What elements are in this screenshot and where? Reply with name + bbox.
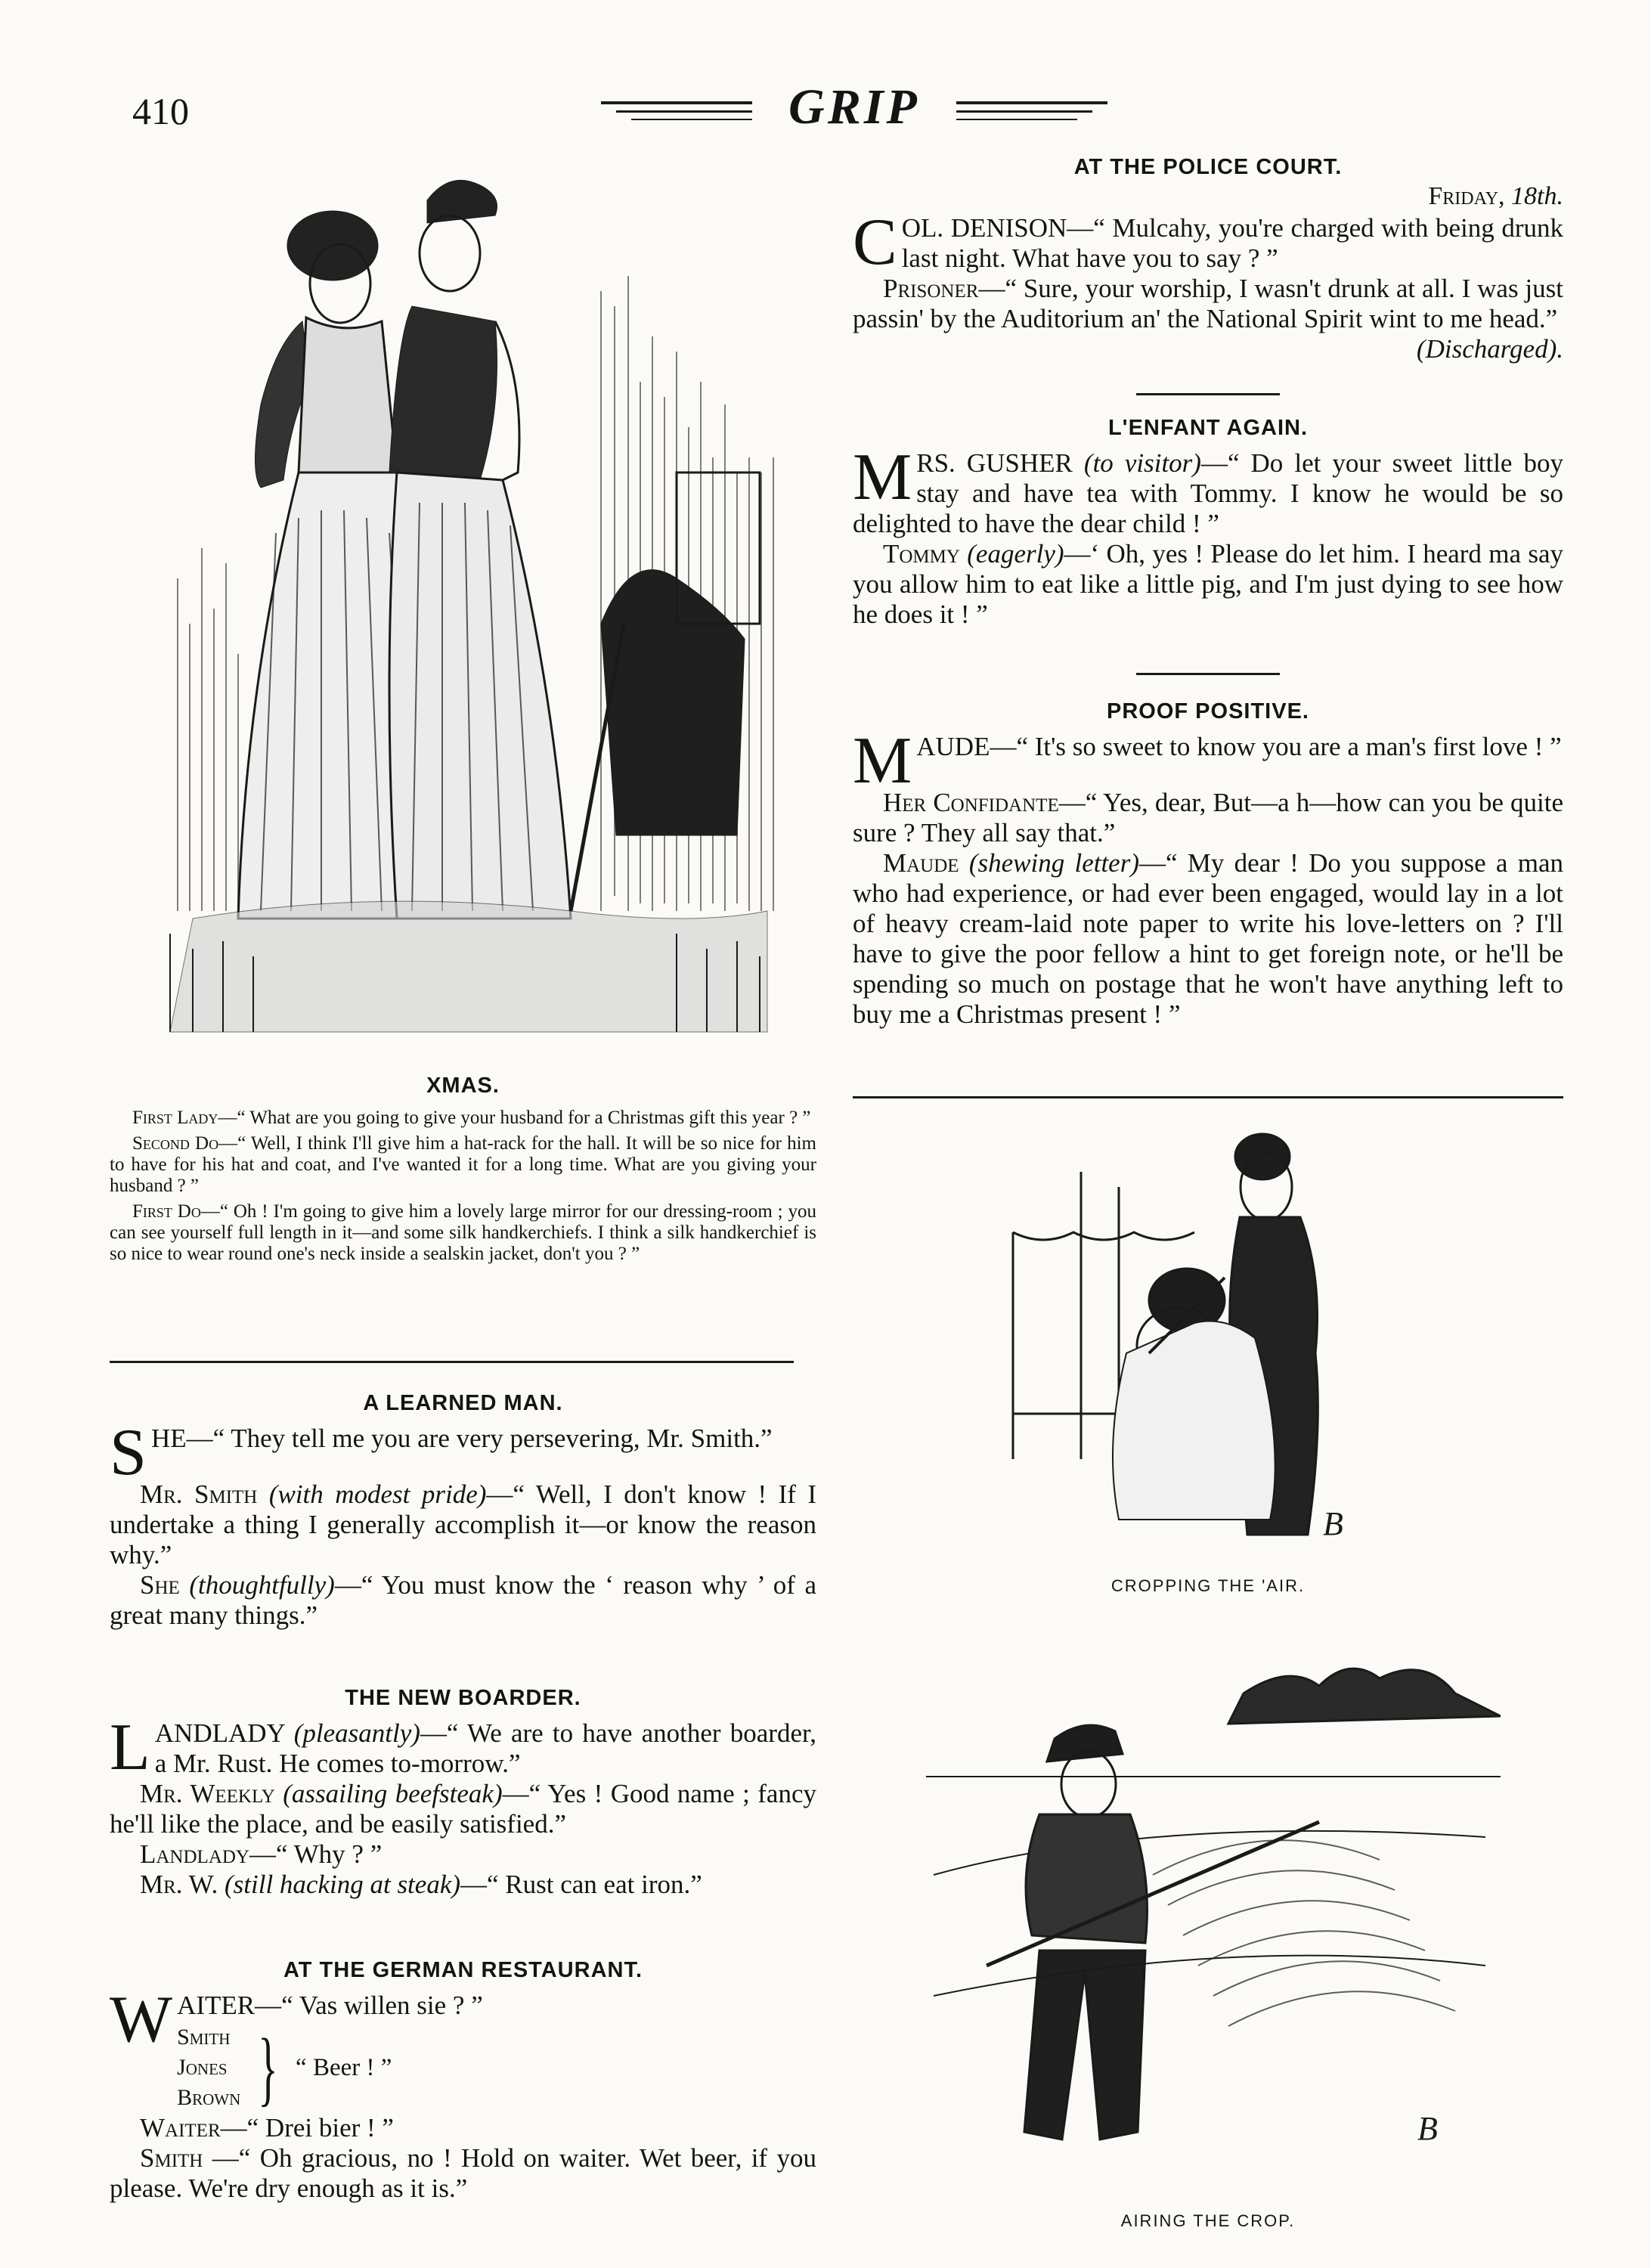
svg-text:B: B (1417, 2110, 1438, 2147)
names-list (177, 2022, 240, 2113)
line-text: —“ Rust can eat iron.” (460, 1870, 702, 1899)
police-p2 (853, 274, 1563, 364)
caption-airing: AIRING THE CROP. (1120, 2211, 1296, 2230)
police-heading: AT THE POLICE COURT. (1073, 155, 1343, 179)
stage-direction: (to visitor) (1083, 448, 1201, 478)
dateline-day: Friday, (1428, 182, 1505, 210)
line-text: —“ Yes, dear, But—a h—how can you be quite sure ? They all say that.” (853, 788, 1564, 847)
line-text: AUDE—“ It's so sweet to know you are a man's first love ! ” (916, 732, 1562, 761)
stage-direction: (pleasantly) (293, 1718, 420, 1748)
dropcap: L (110, 1711, 150, 1784)
dropcap: M (853, 724, 912, 798)
speaker: ANDLADY (154, 1718, 285, 1748)
line-text: —“ Oh gracious, no ! Hold on waiter. Wet beer, if you please. We're dry enough as it is.” (110, 2143, 816, 2203)
lenfant-heading: L'ENFANT AGAIN. (1107, 416, 1309, 440)
stage-direction: (shewing letter) (968, 848, 1139, 878)
masthead-title: GRIP (788, 79, 920, 135)
masthead (601, 79, 1160, 138)
speaker: Mr. Smith (140, 1479, 258, 1509)
xmas-illustration (147, 155, 790, 1040)
stage-direction: (with modest pride) (268, 1479, 487, 1509)
boarder-p2 (110, 1779, 816, 1839)
speaker: RS. GUSHER (916, 448, 1073, 478)
divider (1136, 393, 1280, 395)
learned-p1 (110, 1416, 816, 1489)
boarder-p3 (110, 1839, 816, 1870)
speaker: First Do (132, 1201, 201, 1222)
airing-illustration (926, 1648, 1501, 2177)
divider (1136, 673, 1280, 675)
xmas-line-3 (110, 1201, 816, 1265)
boarder-p1 (110, 1711, 816, 1784)
xmas-dialogue (110, 1108, 816, 1265)
line-text: —“ My dear ! Do you suppose a man who had experience, or had ever been engaged, would lay in a lot of heavy cream-laid note paper to write his love-letters on ? I'll have to give the poor fellow a hint to get foreign note, or he'll be spending so much on postage that he won't have anything left to buy me a Christmas present ! ” (853, 848, 1563, 1029)
line-text: —“ Oh ! I'm going to give him a lovely large mirror for our dressing-room ; you can see yourself full length in it—and some silk handkerchiefs. I think a silk handkerchief is so nice to wear round one's neck inside a sealskin jacket, don't you ? ” (110, 1201, 816, 1264)
xmas-line-2 (110, 1133, 816, 1197)
german-heading: AT THE GERMAN RESTAURANT. (283, 1958, 643, 1982)
stage-direction: (still hacking at steak) (225, 1870, 461, 1899)
police-court-section (853, 155, 1563, 364)
line-text: AITER—“ Vas willen sie ? ” (177, 1991, 483, 2020)
stage-direction: (thoughtfully) (189, 1570, 335, 1600)
speaker: Mr. W. (140, 1870, 218, 1899)
lenfant-p1 (853, 441, 1564, 539)
line-text: HE—“ They tell me you are very persevering, Mr. Smith.” (150, 1424, 773, 1453)
line-text: —“ Do let your sweet little boy stay and have tea with Tommy. I know he would be so delighted to have the dear child ! ” (853, 448, 1564, 538)
line-text: —“ Why ? ” (249, 1839, 383, 1869)
learned-p3 (110, 1570, 816, 1631)
learned-man-section (110, 1391, 816, 1631)
line-text: —“ What are you going to give your husband for a Christmas gift this year ? ” (218, 1108, 811, 1128)
name: Brown (177, 2085, 241, 2110)
caption-cropping: CROPPING THE 'AIR. (1110, 1576, 1306, 1595)
dropcap: W (110, 1983, 173, 2056)
police-p1 (853, 206, 1563, 279)
line-text: —“ We are to have another boarder, a Mr. Rust. He comes to-morrow.” (154, 1718, 816, 1778)
dateline-date: 18th. (1511, 182, 1563, 210)
proof-p3 (853, 848, 1563, 1030)
line-text: —“ Sure, your worship, I wasn't drunk at all. I was just passin' by the Auditorium an' the National Spirit wint to me head.” (853, 274, 1563, 333)
speaker: Tommy (883, 539, 960, 569)
xmas-line-1 (110, 1108, 816, 1129)
learned-heading: A LEARNED MAN. (363, 1391, 563, 1415)
line-text: —“ Well, I don't know ! If I undertake a thing I generally accomplish it—or know the reason why.” (110, 1479, 817, 1569)
page-number: 410 (132, 90, 189, 132)
line-text: —“ Well, I think I'll give him a hat-rack for the hall. It will be so nice for him to have for his hat and coat, and I've wanted it for a long time. What are you giving your husband ? ” (110, 1133, 816, 1196)
svg-text:B: B (1323, 1505, 1343, 1542)
line-text: OL. DENISON—“ Mulcahy, you're charged with being drunk last night. What have you to say ? ” (901, 213, 1563, 273)
speaker: Smith (140, 2143, 203, 2173)
speaker: First Lady (132, 1108, 218, 1128)
stage-direction: (assailing beefsteak) (283, 1779, 503, 1808)
xmas-section (110, 1074, 816, 1265)
learned-p2 (110, 1479, 816, 1570)
chorus-block (177, 2022, 816, 2113)
dropcap: C (853, 206, 897, 279)
speaker: Maude (883, 848, 959, 878)
proof-p2 (853, 788, 1563, 848)
lenfant-p2 (853, 539, 1563, 630)
dropcap: S (110, 1416, 147, 1489)
cropping-illustration (998, 1126, 1421, 1550)
xmas-heading: XMAS. (426, 1074, 500, 1098)
line-text: —“ Drei bier ! ” (220, 2113, 394, 2143)
german-restaurant-section (110, 1958, 816, 2204)
line-text: —‘ Oh, yes ! Please do let him. I heard ma say you allow him to eat like a little pig, and I'm just dying to see how he does it ! ” (853, 539, 1563, 629)
line-text: —“ You must know the ‘ reason why ’ of a great many things.” (110, 1570, 817, 1630)
divider (110, 1361, 794, 1363)
divider (853, 1096, 1563, 1098)
stage-direction: (eagerly) (967, 539, 1064, 569)
brace: } (258, 2022, 278, 2114)
speaker: Mr. Weekly (140, 1779, 275, 1808)
dateline (853, 180, 1563, 213)
speaker: Waiter (140, 2113, 221, 2143)
speaker: Her Confidante (883, 788, 1059, 817)
line-text: —“ Yes ! Good name ; fancy he'll like the place, and be easily satisfied.” (110, 1779, 816, 1839)
name: Jones (177, 2055, 228, 2080)
new-boarder-section (110, 1686, 816, 1900)
proof-heading: PROOF POSITIVE. (1107, 699, 1309, 723)
german-p3 (110, 2113, 816, 2143)
name: Smith (177, 2025, 231, 2050)
chorus-line: “ Beer ! ” (296, 2053, 392, 2081)
proof-p1 (853, 724, 1563, 798)
verdict: (Discharged). (1416, 334, 1563, 364)
boarder-p4 (110, 1870, 816, 1900)
speaker: She (140, 1570, 180, 1600)
speaker: Prisoner (883, 274, 979, 303)
speaker: Second Do (132, 1133, 219, 1154)
dropcap: M (853, 441, 912, 514)
proof-positive-section (853, 699, 1563, 1030)
speaker: Landlady (140, 1839, 249, 1869)
lenfant-section (853, 416, 1563, 630)
boarder-heading: THE NEW BOARDER. (345, 1686, 581, 1710)
german-p4 (110, 2143, 816, 2204)
